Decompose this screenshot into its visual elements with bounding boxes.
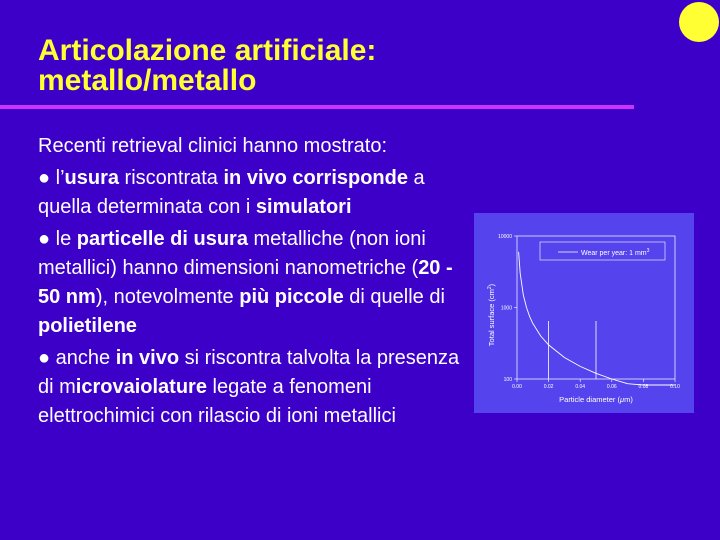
x-tick-labels xyxy=(512,379,680,390)
x-tick-label: 0.10 xyxy=(670,384,680,390)
slide-body xyxy=(38,132,468,434)
surface-curve xyxy=(519,252,675,385)
chart-panel xyxy=(474,213,694,413)
x-axis-label: Particle diameter (μm) xyxy=(559,395,633,404)
title-underline xyxy=(0,105,634,109)
x-tick-label: 0.08 xyxy=(638,384,649,390)
intro-text: Recenti retrieval clinici hanno mostrato: xyxy=(38,135,388,157)
x-tick-label: 0.04 xyxy=(575,384,586,390)
yellow-dot-decoration xyxy=(679,2,719,42)
y-tick-label: 10000 xyxy=(498,234,512,240)
slide-title-line2: metallo/metallo xyxy=(38,64,257,97)
bullet-usura: ● l’usura riscontrata in vivo corrisponde a quella determinata con i simulatori xyxy=(38,167,425,218)
y-tick-label: 100 xyxy=(503,377,512,383)
slide-title-line1: Articolazione artificiale: xyxy=(38,34,377,67)
y-tick-labels xyxy=(498,234,517,383)
slide-title xyxy=(38,36,376,96)
x-tick-label: 0.06 xyxy=(606,384,617,390)
bullet-particelle: ● le particelle di usura metalliche (non ioni metallici) hanno dimensioni nanometriche (20 - 50 nm), notevolmente più piccole di quelle di polietilene xyxy=(38,228,453,337)
bullet-microvaiolature: ● anche in vivo si riscontra talvolta la presenza di microvaiolature legate a fenomeni elettrochimici con rilascio di ioni metallici xyxy=(38,347,460,427)
y-tick-label: 1000 xyxy=(500,305,512,312)
wear-chart xyxy=(474,213,694,413)
legend-label: Wear per year: 1 $mm^3$ xyxy=(581,248,650,257)
x-tick-label: 0.00 xyxy=(512,384,522,390)
y-axis-label: Total surface $(cm^2)$ xyxy=(487,283,496,347)
x-tick-label: 0.02 xyxy=(543,384,554,390)
